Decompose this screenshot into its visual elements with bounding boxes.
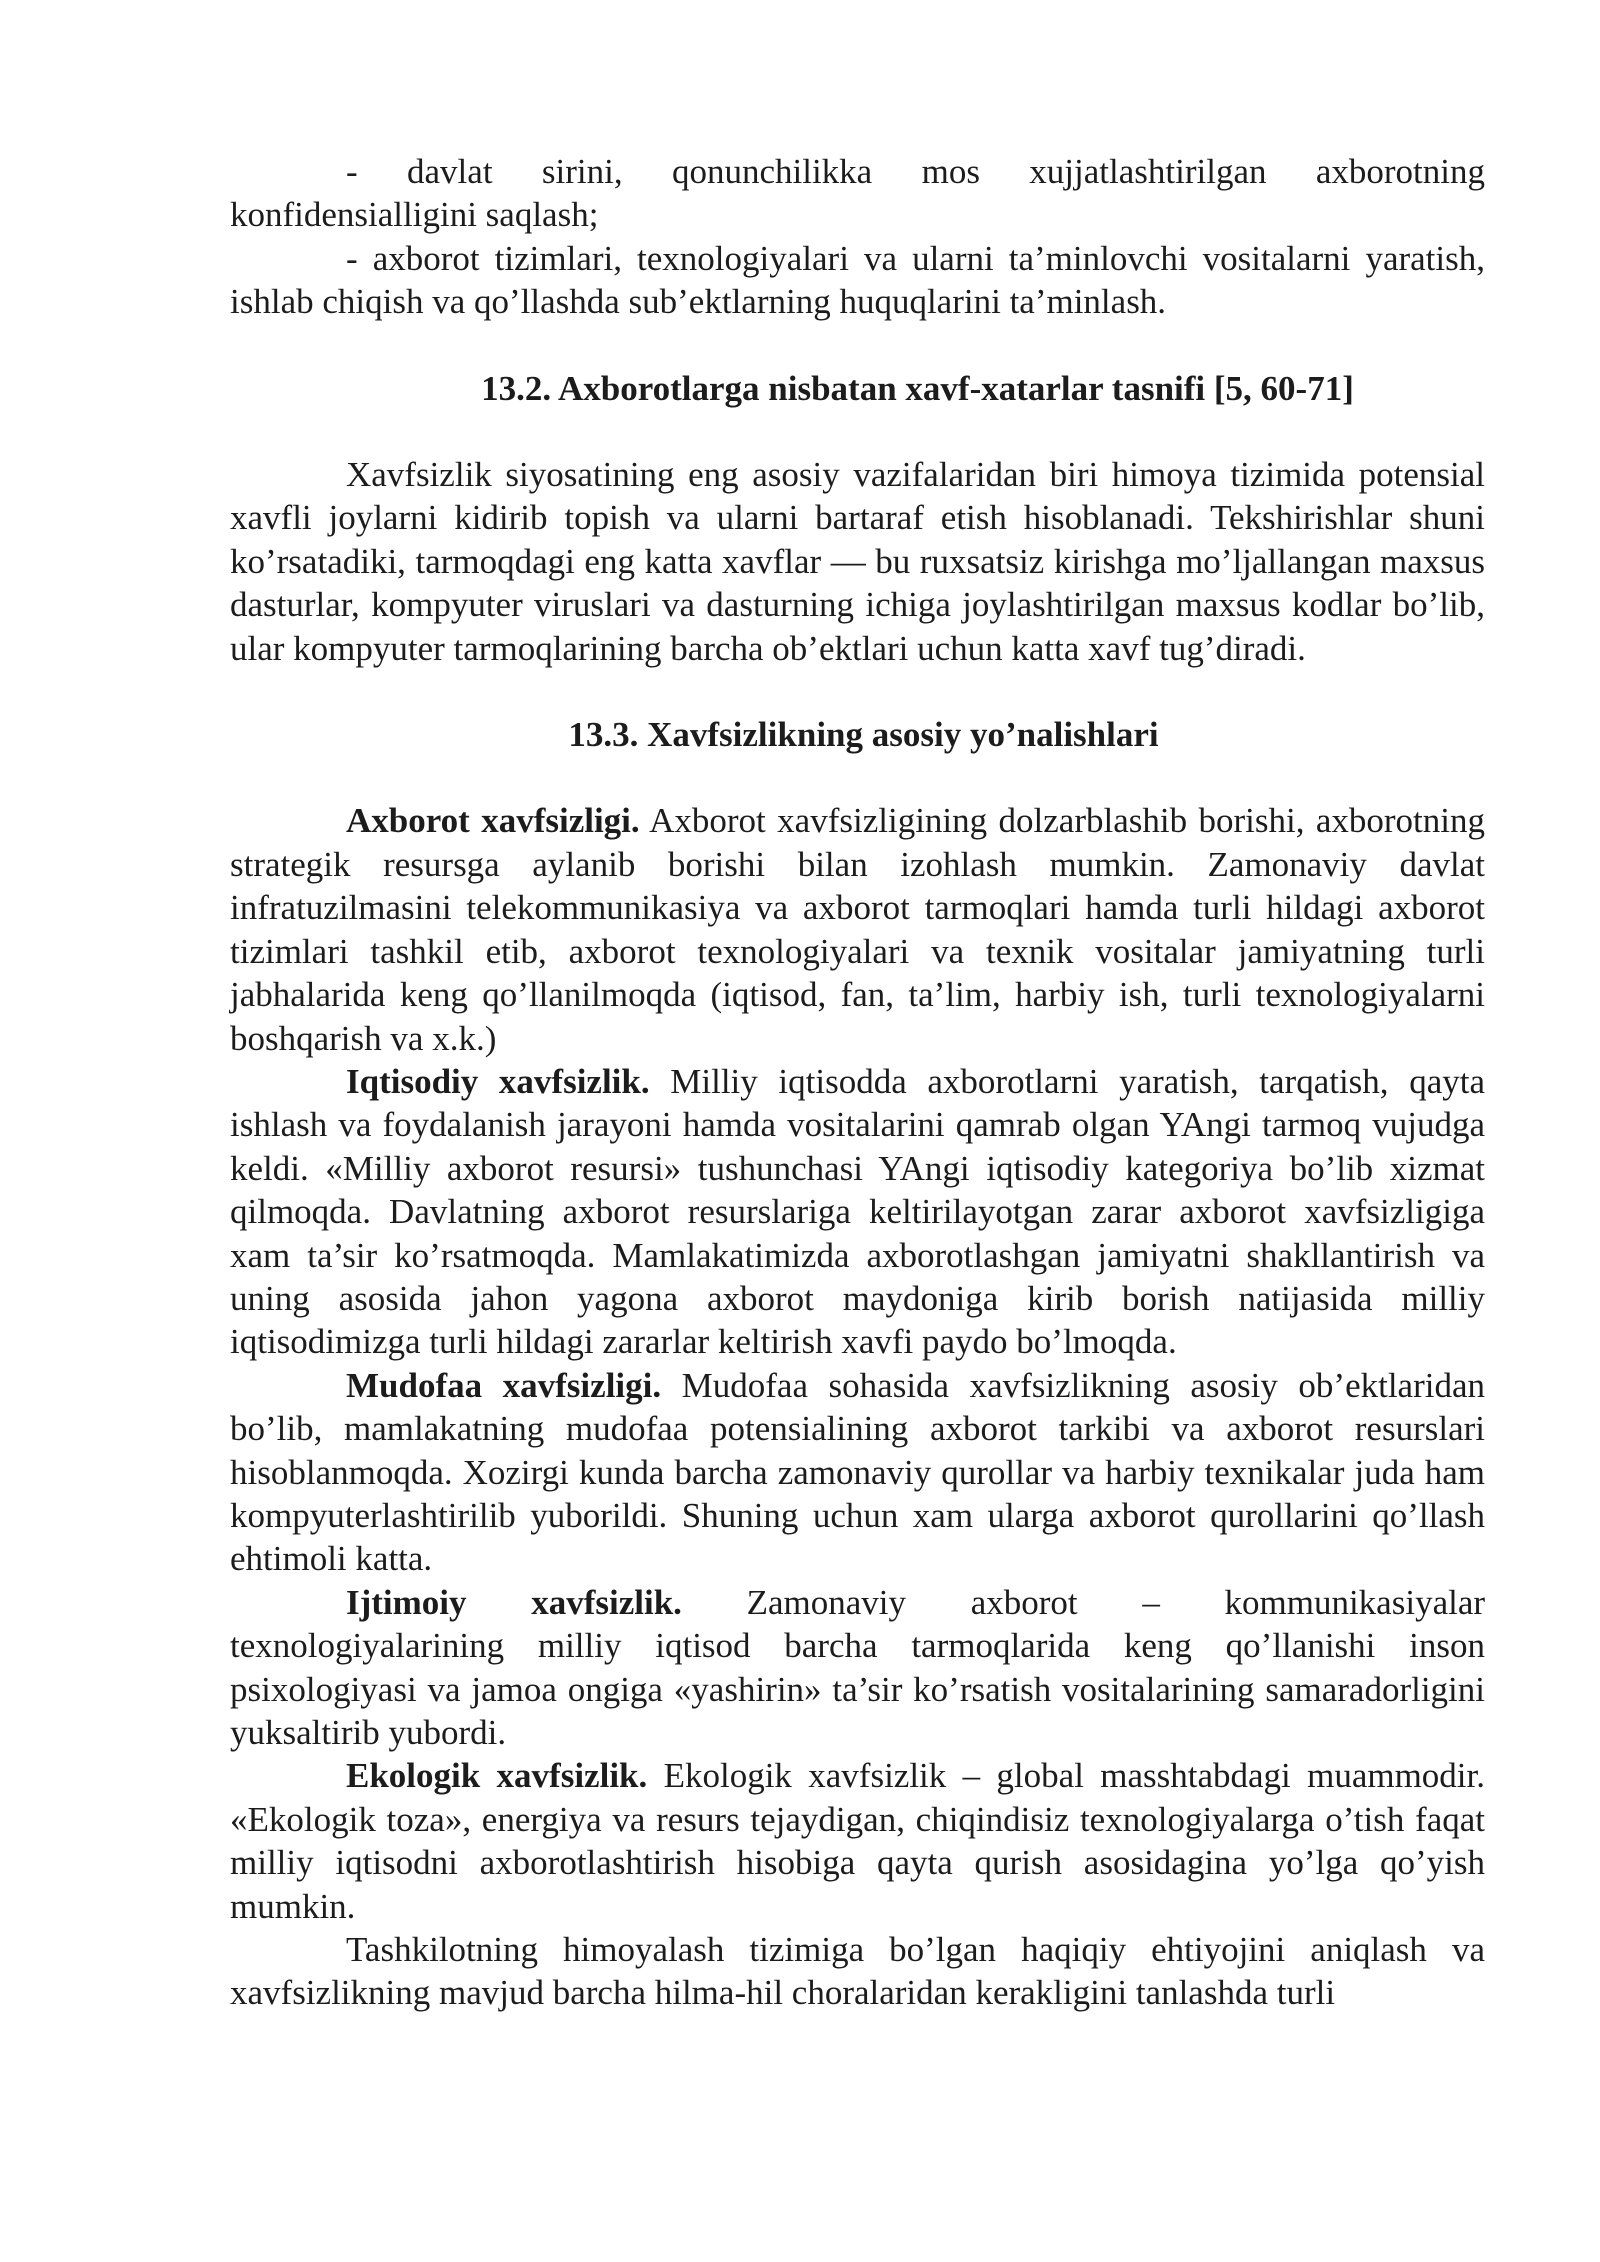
text-defense-security: Mudofaa sohasida xavfsizlikning asosiy ob’ektlaridan bo’lib, mamlakatning mudofaa potensialining axborot tarkibi va axborot resurslari hisoblanmoqda. Xozirgi kunda barcha zamonaviy qurollar va harbiy texnikalar juda ham kompyuterlashtirilib yuborildi. Shuning uchun xam ularga axborot qurollarini qo’llash ehtimoli katta.: [230, 1365, 1486, 1579]
spacer: [230, 410, 1485, 453]
paragraph-social-security: [230, 1581, 1485, 1755]
document-page: [230, 150, 1485, 2015]
term-social-security: Ijtimoiy xavfsizlik.: [346, 1582, 682, 1622]
term-economic-security: Iqtisodiy xavfsizlik.: [346, 1061, 650, 1101]
paragraph-information-security: [230, 799, 1485, 1059]
section-heading-13-3: 13.3. Xavfsizlikning asosiy yo’nalishlari: [568, 715, 1159, 755]
spacer: [230, 756, 1485, 799]
text-information-security: Axborot xavfsizligining dolzarblashib borishi, axborotning strategik resursga aylanib borishi bilan izohlash mumkin. Zamonaviy davlat infratuzilmasini telekommunikasiya va axborot tarmoqlari hamda turli hildagi axborot tizimlari tashkil etib, axborot texnologiyalari va texnik vositalar jamiyatning turli jabhalarida keng qo’llanilmoqda (iqtisod, fan, ta’lim, harbiy ish, turli texnologiyalarni boshqarish va x.k.): [230, 801, 1485, 1058]
paragraph-defense-security: [230, 1364, 1485, 1581]
paragraph-threats: Xavfsizlik siyosatining eng asosiy vazifalaridan biri himoya tizimida potensial xavfli joylarni kidirib topish va ularni bartaraf etish hisoblanadi. Tekshirishlar shuni ko’rsatadiki, tarmoqdagi eng katta xavflar — bu ruxsatsiz kirishga mo’ljallangan maxsus dasturlar, kompyuter viruslari va dasturning ichiga joylashtirilgan maxsus kodlar bo’lib, ular kompyuter tarmoqlarining barcha ob’ektlari uchun katta xavf tug’diradi.: [230, 455, 1485, 668]
term-information-security: Axborot xavfsizligi.: [346, 801, 640, 841]
paragraph-closing: Tashkilotning himoyalash tizimiga bo’lgan haqiqiy ehtiyojini aniqlash va xavfsizlikning mavjud barcha hilma-hil choralaridan kerakligini tanlashda turli: [230, 1930, 1485, 2013]
term-defense-security: Mudofaa xavfsizligi.: [346, 1365, 662, 1405]
spacer: [230, 670, 1485, 713]
section-heading-13-2: 13.2. Axborotlarga nisbatan xavf-xatarlar tasnifi [5, 60-71]: [481, 368, 1354, 408]
bullet-item-subject-rights: - axborot tizimlari, texnologiyalari va ularni ta’minlovchi vositalarni yaratish, ishlab chiqish va qo’llashda sub’ektlarning huquqlarini ta’minlash.: [230, 238, 1485, 322]
spacer: [230, 324, 1485, 367]
paragraph-ecological-security: [230, 1754, 1485, 1928]
bullet-item-confidentiality: - davlat sirini, qonunchilikka mos xujjatlashtirilgan axborotning konfidensialligini saqlash;: [230, 152, 1485, 235]
text-ecological-security: Ekologik xavfsizlik – global masshtabdagi muammodir. «Ekologik toza», energiya va resurs tejaydigan, chiqindisiz texnologiyalarga o’tish faqat milliy iqtisodni axborotlashtirish hisobiga qayta qurish asosidagina yo’lga qo’yish mumkin.: [230, 1756, 1485, 1926]
term-ecological-security: Ekologik xavfsizlik.: [346, 1756, 648, 1796]
text-economic-security: Milliy iqtisodda axborotlarni yaratish, tarqatish, qayta ishlash va foydalanish jarayoni hamda vositalarini qamrab olgan YAngi tarmoq vujudga keldi. «Milliy axborot resursi» tushunchasi YAngi iqtisodiy kategoriya bo’lib xizmat qilmoqda. Davlatning axborot resurslariga keltirilayotgan zarar axborot xavfsizligiga xam ta’sir ko’rsatmoqda. Mamlakatimizda axborotlashgan jamiyatni shakllantirish va uning asosida jahon yagona axborot maydoniga kirib borish natijasida milliy iqtisodimizga turli hildagi zararlar keltirish xavfi paydo bo’lmoqda.: [230, 1061, 1485, 1362]
text-social-security: Zamonaviy axborot – kommunikasiyalar texnologiyalarining milliy iqtisod barcha tarmoqlarida keng qo’llanishi inson psixologiyasi va jamoa ongiga «yashirin» ta’sir ko’rsatish vositalarining samaradorligini yuksaltirib yubordi.: [230, 1582, 1486, 1752]
paragraph-economic-security: [230, 1060, 1485, 1364]
